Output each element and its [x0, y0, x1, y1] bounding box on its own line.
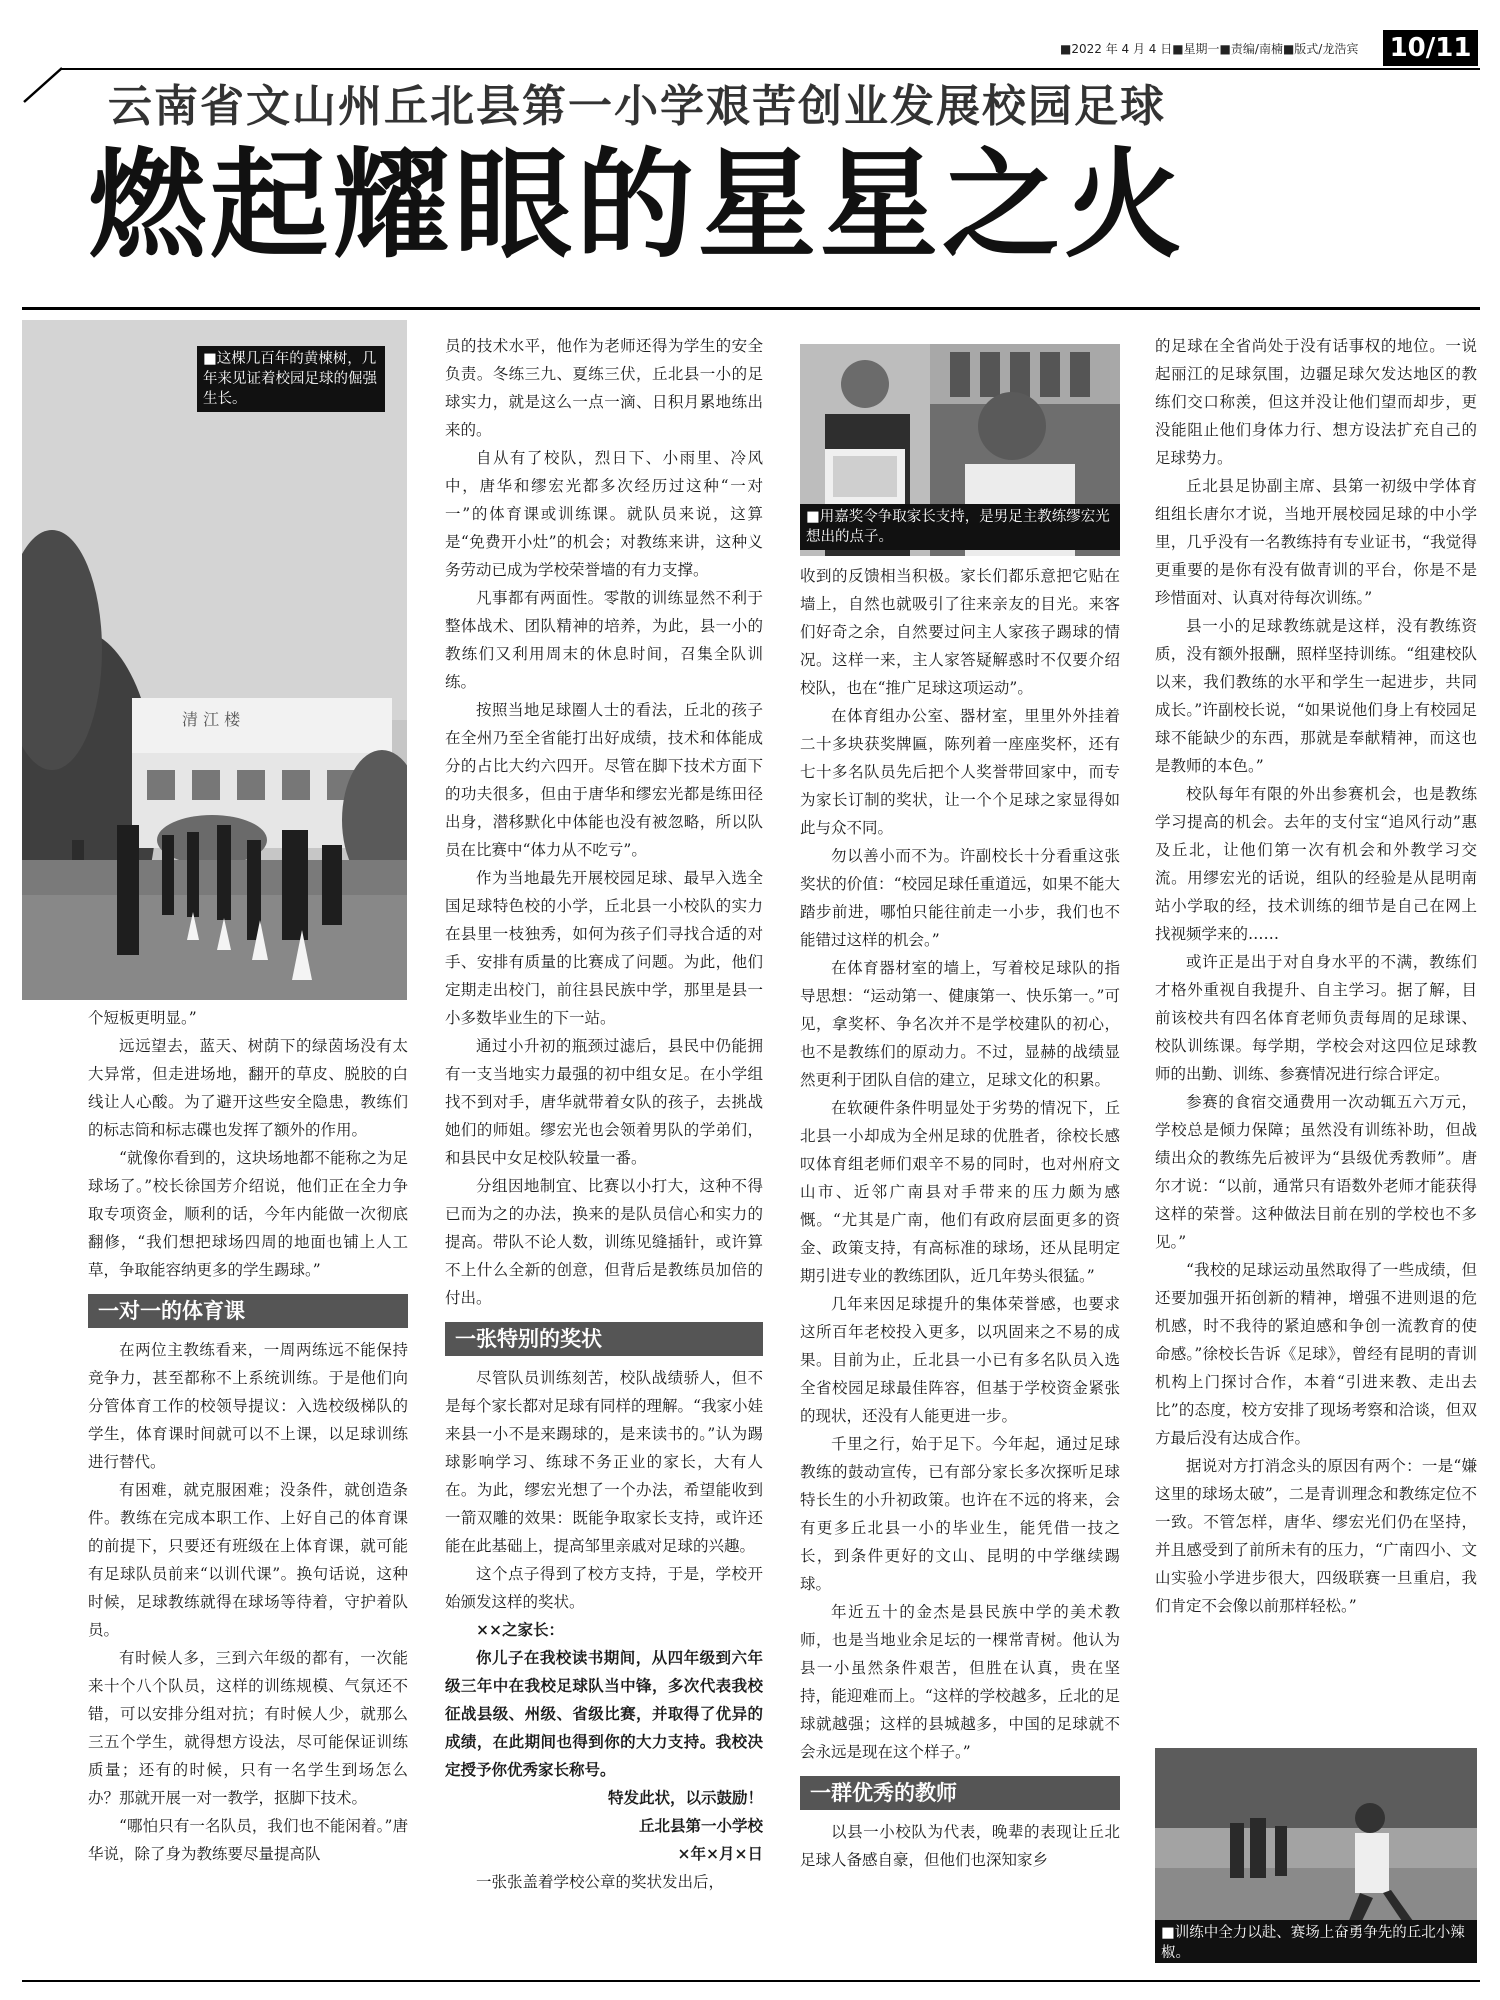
col1-para: 有困难，就克服困难；没条件，就创造条件。教练在完成本职工作、上好自己的体育课的前提下，只要还有班级在上体育课，就可能有足球队员前来“以训代课”。换句话说，这种时候，足球教练就得在球场等待着，守护着队员。: [88, 1481, 408, 1639]
caption-tree: ■这棵几百年的黄楝树，几年来见证着校园足球的倔强生长。: [197, 346, 385, 412]
col1-para: “哪怕只有一名队员，我们也不能闲着。”唐华说，除了身为教练要尽量提高队: [88, 1817, 408, 1863]
col2-para: 员的技术水平，他作为老师还得为学生的安全负责。冬练三九、夏练三伏，丘北县一小的足球实力，就是这么一点一滴、日积月累地练出来的。: [445, 337, 763, 439]
col3-para: 勿以善小而不为。许副校长十分看重这张奖状的价值：“校园足球任重道远，如果不能大踏步前进，哪怕只能往前走一小步，我们也不能错过这样的机会。”: [800, 847, 1120, 949]
col3-para: 在软硬件条件明显处于劣势的情况下，丘北县一小却成为全州足球的优胜者，徐校长感叹体育组老师们艰辛不易的同时，也对州府文山市、近邻广南县对手带来的压力颇为感慨。“尤其是广南，他们有政府层面更多的资金、政策支持，有高标准的球场，还从昆明定期引进专业的教练团队，近几年势头很猛。”: [800, 1099, 1120, 1285]
award-closing: 特发此状，以示鼓励！: [607, 1788, 763, 1807]
photo-coaches: [800, 344, 1120, 556]
column-4: [1155, 332, 1477, 1744]
col1-para: 有时候人多，三到六年级的都有，一次能来十个八个队员，这样的训练规模、气氛还不错，可以安排分组对抗；有时候人少，就那么三五个学生，就得想方设法，尽可能保证训练质量；还有的时候，只有一名学生到场怎么办？那就开展一对一教学，抠脚下技术。: [88, 1649, 408, 1807]
headline-rule: [22, 307, 1480, 310]
training-scene-image: [22, 320, 407, 1000]
column-1: [88, 1004, 408, 1964]
col2-para: 尽管队员训练刻苦，校队战绩骄人，但不是每个家长都对足球有同样的理解。“我家小娃来县一小不是来踢球的，是来读书的。”认为踢球影响学习、练球不务正业的家长，大有人在。为此，缪宏光想了一个办法，希望能收到一箭双雕的效果：既能争取家长支持，或许还能在此基础上，提高邹里亲戚对足球的兴趣。: [445, 1369, 763, 1555]
column-2: [445, 332, 763, 1972]
bottom-rule: [22, 1980, 1480, 1982]
column-3: [800, 562, 1120, 1972]
col4-para: 的足球在全省尚处于没有话事权的地位。一说起丽江的足球氛围，边疆足球欠发达地区的教练们交口称羡，但这并没让他们望而却步，更没能阻止他们身体力行、想方设法扩充自己的足球势力。: [1155, 337, 1477, 467]
award-salutation: ××之家长：: [476, 1620, 564, 1639]
col2-para: 凡事都有两面性。零散的训练显然不利于整体战术、团队精神的培养，为此，县一小的教练们又利用周末的休息时间，召集全队训练。: [445, 589, 763, 691]
col2-para: 按照当地足球圈人士的看法，丘北的孩子在全州乃至全省能打出好成绩，技术和体能成分的占比大约六四开。尽管在脚下技术方面下的功夫很多，但由于唐华和缪宏光都是练田径出身，潜移默化中体能也没有被忽略，所以队员在比赛中“体力从不吃亏”。: [445, 701, 763, 859]
building-sign: 清 江 楼: [182, 710, 241, 729]
col2-para: 自从有了校队，烈日下、小雨里、冷风中，唐华和缪宏光都多次经历过这种“一对一”的体育课或训练课。就队员来说，这算是“免费开小灶”的机会；对教练来讲，这种义务劳动已成为学校荣誉墙的有力支撑。: [445, 449, 763, 579]
section-head-pe-class: 一对一的体育课: [88, 1294, 408, 1328]
col3-para: 收到的反馈相当积极。家长们都乐意把它贴在墙上，自然也就吸引了往来亲友的目光。来客们好奇之余，自然要过问主人家孩子踢球的情况。这样一来，主人家答疑解惑时不仅要介绍校队，也在“推广足球这项运动”。: [800, 567, 1120, 697]
caption-coaches: ■用嘉奖令争取家长支持，是男足主教练缪宏光想出的点子。: [800, 504, 1120, 550]
col1-para: “就像你看到的，这块场地都不能称之为足球场了。”校长徐国芳介绍说，他们正在全力争取专项资金，顺利的话，今年内能做一次彻底翻修，“我们想把球场四周的地面也铺上人工草，争取能容纳更多的学生踢球。”: [88, 1149, 408, 1279]
col3-para: 以县一小校队为代表，晚辈的表现让丘北足球人备感自豪，但他们也深知家乡: [800, 1823, 1120, 1869]
col2-para: 这个点子得到了校方支持，于是，学校开始颁发这样的奖状。: [445, 1565, 763, 1611]
page-number: 10/11: [1383, 30, 1478, 66]
col1-para: 在两位主教练看来，一周两练远不能保持竞争力，甚至都称不上系统训练。于是他们向分管体育工作的校领导提议：入选校级梯队的学生，体育课时间就可以不上课，以足球训练进行替代。: [88, 1341, 408, 1471]
col4-para: 参赛的食宿交通费用一次动辄五六万元，学校总是倾力保障；虽然没有训练补助，但战绩出众的教练先后被评为“县级优秀教师”。唐尔才说：“以前，通常只有语数外老师才能获得这样的荣誉。这种做法目前在别的学校也不多见。”: [1155, 1093, 1477, 1251]
photo-tree-training: [22, 320, 407, 1000]
col3-para: 年近五十的金杰是县民族中学的美术教师，也是当地业余足坛的一棵常青树。他认为县一小虽然条件艰苦，但胜在认真，贵在坚持，能迎难而上。“这样的学校越多，丘北的足球就越强；这样的县城越多，中国的足球就不会永远是现在这个样子。”: [800, 1603, 1120, 1761]
photo-training-kid: [1155, 1748, 1477, 1963]
col3-para: 几年来因足球提升的集体荣誉感，也要求这所百年老校投入更多，以巩固来之不易的成果。目前为止，丘北县一小已有多名队员入选全省校园足球最佳阵容，但基于学校资金紧张的现状，还没有人能更进一步。: [800, 1295, 1120, 1425]
award-school: 丘北县第一小学校: [638, 1816, 763, 1835]
col4-para: 县一小的足球教练就是这样，没有教练资质，没有额外报酬，照样坚持训练。“组建校队以来，我们教练的水平和学生一起进步，共同成长。”许副校长说，“如果说他们身上有校园足球不能缺少的东西，那就是奉献精神，而这也是教师的本色。”: [1155, 617, 1477, 775]
col3-para: 在体育器材室的墙上，写着校足球队的指导思想：“运动第一、健康第一、快乐第一。”可见，拿奖杯、争名次并不是学校建队的初心，也不是教练们的原动力。不过，显赫的战绩显然更利于团队自信的建立，足球文化的积累。: [800, 959, 1120, 1089]
col4-para: 据说对方打消念头的原因有两个：一是“嫌这里的球场太破”，二是青训理念和教练定位不一致。不管怎样，唐华、缪宏光们仍在坚持，并且感受到了前所未有的压力，“广南四小、文山实验小学进步很大，四级联赛一旦重启，我们肯定不会像以前那样轻松。”: [1155, 1457, 1477, 1615]
subtitle: 云南省文山州丘北县第一小学艰苦创业发展校园足球: [108, 81, 1166, 132]
award-date: ×年×月×日: [677, 1844, 763, 1863]
section-head-award: 一张特别的奖状: [445, 1322, 763, 1356]
col1-para: 远远望去，蓝天、树荫下的绿茵场没有太大异常，但走进场地，翻开的草皮、脱胶的白线让人心酸。为了避开这些安全隐患，教练们的标志筒和标志碟也发挥了额外的作用。: [88, 1037, 408, 1139]
caption-training: ■训练中全力以赴、赛场上奋勇争先的丘北小辣椒。: [1155, 1920, 1477, 1963]
col1-para: 个短板更明显。”: [88, 1009, 197, 1027]
headline: 燃起耀眼的星星之火: [88, 136, 1187, 274]
col2-para: 作为当地最先开展校园足球、最早入选全国足球特色校的小学，丘北县一小校队的实力在县里一枝独秀，如何为孩子们寻找合适的对手、安排有质量的比赛成了问题。为此，他们定期走出校门，前往县民族中学，那里是县一小多数毕业生的下一站。: [445, 869, 763, 1027]
issue-meta: ■2022 年 4 月 4 日■星期一■责编/南楠■版式/龙浩宾: [1060, 42, 1359, 56]
col4-para: 校队每年有限的外出参赛机会，也是教练学习提高的机会。去年的支付宝“追风行动”惠及丘北，让他们第一次有机会和外教学习交流。用缪宏光的话说，组队的经验是从昆明南站小学取的经，技术训练的细节是自己在网上找视频学来的……: [1155, 785, 1477, 943]
award-body: 你儿子在我校读书期间，从四年级到六年级三年中在我校足球队当中锋，多次代表我校征战县级、州级、省级比赛，并取得了优异的成绩，在此期间也得到你的大力支持。我校决定授予你优秀家长称号。: [445, 1648, 763, 1779]
col2-para: 一张张盖着学校公章的奖状发出后，: [476, 1873, 725, 1891]
col3-para: 千里之行，始于足下。今年起，通过足球教练的鼓动宣传，已有部分家长多次探听足球特长生的小升初政策。也许在不远的将来，会有更多丘北县一小的毕业生，能凭借一技之长，到条件更好的文山、昆明的中学继续踢球。: [800, 1435, 1120, 1593]
col4-para: 丘北县足协副主席、县第一初级中学体育组组长唐尔才说，当地开展校园足球的中小学里，几乎没有一名教练持有专业证书，“我觉得更重要的是你有没有做青训的平台，你是不是珍惜面对、认真对待每次训练。”: [1155, 477, 1477, 607]
col2-para: 分组因地制宜、比赛以小打大，这种不得已而为之的办法，换来的是队员信心和实力的提高。带队不论人数，训练见缝插针，或许算不上什么全新的创意，但背后是教练员加倍的付出。: [445, 1177, 763, 1307]
col4-para: “我校的足球运动虽然取得了一些成绩，但还要加强开拓创新的精神，增强不进则退的危机感，时不我待的紧迫感和争创一流教育的使命感。”徐校长告诉《足球》，曾经有昆明的青训机构上门探讨合作，本着“引进来教、走出去比”的态度，校方安排了现场考察和洽谈，但双方最后没有达成合作。: [1155, 1261, 1477, 1447]
corner-slash: [22, 64, 72, 104]
col2-para: 通过小升初的瓶颈过滤后，县民中仍能拥有一支当地实力最强的初中组女足。在小学组找不到对手，唐华就带着女队的孩子，去挑战她们的师姐。缪宏光也会领着男队的学弟们，和县民中女足校队较量一番。: [445, 1037, 763, 1167]
section-head-teachers: 一群优秀的教师: [800, 1776, 1120, 1810]
col4-para: 或许正是出于对自身水平的不满，教练们才格外重视自我提升、自主学习。据了解，目前该校共有四名体育老师负责每周的足球课、校队训练课。每学期，学校会对这四位足球教师的出勤、训练、参赛情况进行综合评定。: [1155, 953, 1477, 1083]
col3-para: 在体育组办公室、器材室，里里外外挂着二十多块获奖牌匾，陈列着一座座奖杯，还有七十多名队员先后把个人奖誉带回家中，而专为家长订制的奖状，让一个个足球之家显得如此与众不同。: [800, 707, 1120, 837]
